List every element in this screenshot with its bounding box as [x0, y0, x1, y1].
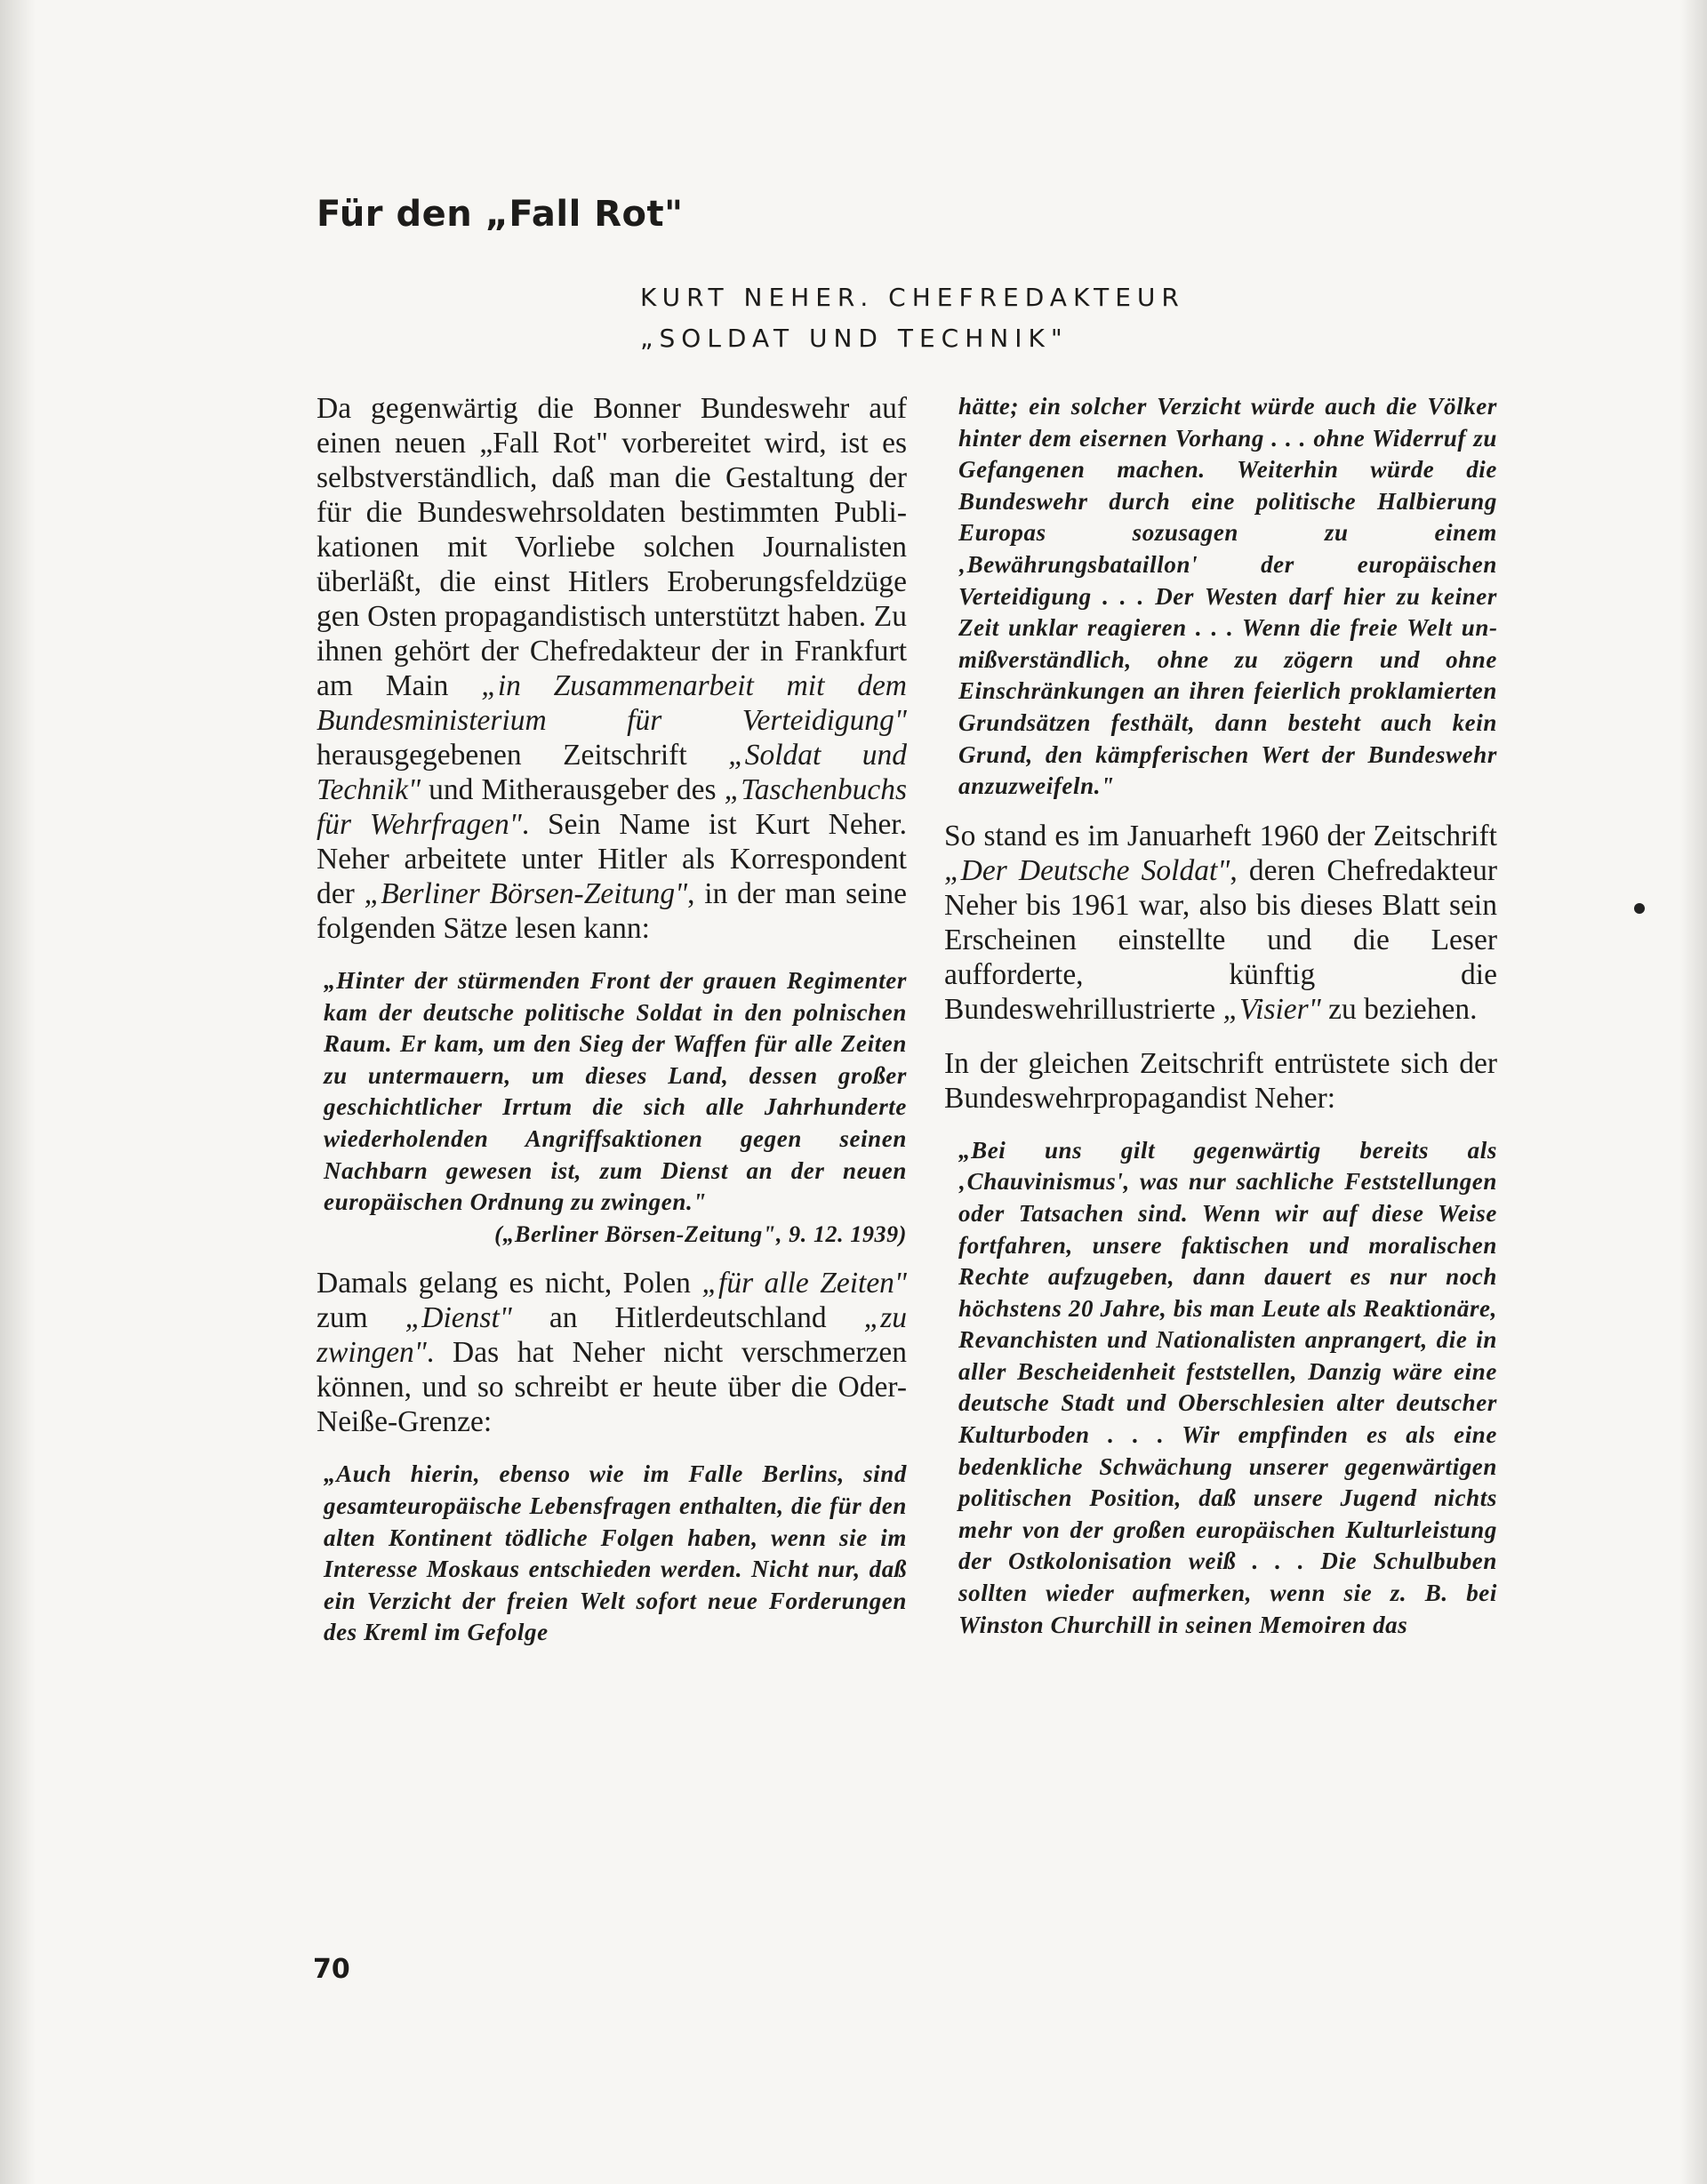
- page-edge-left: [0, 0, 36, 2184]
- text-run: So stand es im Januarheft 1960 der Zeitschrift: [944, 819, 1497, 852]
- article-title: Für den „Fall Rot": [317, 194, 684, 235]
- byline-publication: „SOLDAT UND TECHNIK": [640, 324, 1069, 353]
- page-number: 70: [313, 1954, 350, 1985]
- page-edge-right: [1680, 0, 1707, 2184]
- emphasis: „in Zusammenarbeit mit dem Bundesministerium für Verteidigung": [317, 669, 907, 737]
- paragraph: [317, 391, 907, 946]
- block-quote: „Auch hierin, ebenso wie im Falle Berlins, sind gesamteuropäische Lebensfragen enthalten, die für den alten Kontinent tödliche Folgen haben, wenn sie im Interesse Moskaus entschieden werden. Nicht nur, daß ein Verzicht der freien Welt sofort neue Forderungen des Kreml im Gefolge: [324, 1460, 907, 1646]
- emphasis: „zu zwingen": [317, 1301, 907, 1370]
- text-run: . Sein Name ist Kurt Neher. Neher arbeitete unter Hitler als Korrespondent der: [317, 808, 907, 910]
- emphasis: „Taschenbuchs für Wehrfragen": [317, 773, 907, 841]
- text-run: zum: [317, 1301, 405, 1335]
- byline-author: KURT NEHER. CHEFREDAKTEUR: [640, 283, 1185, 312]
- emphasis: „Visier": [1222, 992, 1321, 1026]
- block-quote-continued: hätte; ein solcher Verzicht würde auch die Völker hinter dem eisernen Vorhang . . . ohne Widerruf zu Gefangenen machen. Weiterhin würde die Bundeswehr durch eine politische Halbierung Europas sozusagen zu einem ‚Bewährungsbataillon' der europäischen Verteidigung . . . Der Westen darf hier zu keiner Zeit unklar reagieren . . . Wenn die freie Welt unmißverständlich, ohne zu zögern und ohne Einschränkungen an ihren feierlich proklamierten Grundsätzen festhält, dann besteht auch kein Grund, den kämpferischen Wert der Bundeswehr anzuzweifeln.": [958, 393, 1497, 800]
- paragraph: [944, 819, 1497, 1027]
- emphasis: „Dienst": [405, 1301, 512, 1335]
- paragraph: [317, 1266, 907, 1439]
- byline: [640, 277, 1262, 359]
- text-run: Damals gelang es nicht, Polen: [317, 1267, 702, 1300]
- emphasis: „Berliner Börsen-Zeitung": [364, 877, 688, 910]
- emphasis: „für alle Zeiten": [701, 1267, 907, 1300]
- text-run: , deren Chefredakteur Neher bis 1961 war, also bis dieses Blatt sein Erscheinen einstellte und die Leser aufforderte, künftig die Bundeswehrillustrierte: [944, 853, 1497, 1026]
- text-run: an Hitlerdeutschland: [511, 1301, 864, 1335]
- block-quote: „Bei uns gilt gegenwärtig bereits als ‚Chauvinismus', was nur sachliche Feststellungen oder Tatsachen sind. Wenn wir auf diese Weise fortfahren, unsere faktischen und moralischen Rechte aufzugeben, dann dauert es nur noch höchstens 20 Jahre, bis man Leute als Reaktionäre, Revanchisten und Nationalisten anprangert, die in aller Bescheidenheit feststellen, Danzig wäre eine deutsche Stadt und Oberschlesien alter deutscher Kulturboden . . . Wir empfinden es als eine bedenkliche Schwächung unserer gegenwärtigen politischen Position, daß unsere Jugend nichts mehr von der großen europäischen Kulturleistung der Ostkolonisation weiß . . . Die Schulbuben sollten wieder aufmerken, wenn sie z. B. bei Winston Churchill in seinen Memoiren das: [958, 1136, 1497, 1638]
- right-column: [944, 391, 1497, 1920]
- ink-dot: [1634, 903, 1645, 914]
- block-quote: [317, 965, 907, 1250]
- text-run: und Mitherausgeber des: [421, 773, 725, 806]
- emphasis: „Der Deutsche Soldat": [944, 853, 1230, 887]
- text-run: Da gegenwärtig die Bonner Bundeswehr auf einen neuen „Fall Rot" vorbereitet wird, ist es selbstverständlich, daß man die Gestaltung der für die Bundeswehrsoldaten bestimmten Publikationen mit Vorliebe solchen Journalisten überläßt, die einst Hitlers Eroberungsfeldzüge gen Osten propagandistisch unterstützt haben. Zu ihnen gehört der Chefredakteur der in Frankfurt am Main: [317, 392, 907, 702]
- text-run: zu beziehen.: [1320, 992, 1478, 1026]
- emphasis: „Soldat und Technik": [317, 739, 907, 806]
- left-column: [317, 391, 907, 1920]
- text-run: herausgegebenen Zeitschrift: [317, 739, 729, 772]
- text-run: , in der man seine folgenden Sätze lesen kann:: [317, 877, 907, 945]
- paragraph: In der gleichen Zeitschrift entrüstete sich der Bundeswehrpropagandist Neher:: [944, 1046, 1497, 1115]
- text-run: . Das hat Neher nicht verschmerzen können, und so schreibt er heute über die Oder-Neiße-Grenze:: [317, 1336, 907, 1439]
- quote-text: „Hinter der stürmenden Front der grauen Regimenter kam der deutsche politische Soldat in den polnischen Raum. Er kam, um den Sieg der Waffen für alle Zeiten zu untermauern, um dieses Land, dessen großer geschichtlicher Irrtum die sich alle Jahrhunderte wiederholenden Angriffsaktionen gegen seinen Nachbarn gewesen ist, zum Dienst an der neuen europäischen Ordnung zu zwingen.": [324, 967, 907, 1216]
- quote-source: („Berliner Börsen-Zeitung", 9. 12. 1939): [494, 1220, 907, 1247]
